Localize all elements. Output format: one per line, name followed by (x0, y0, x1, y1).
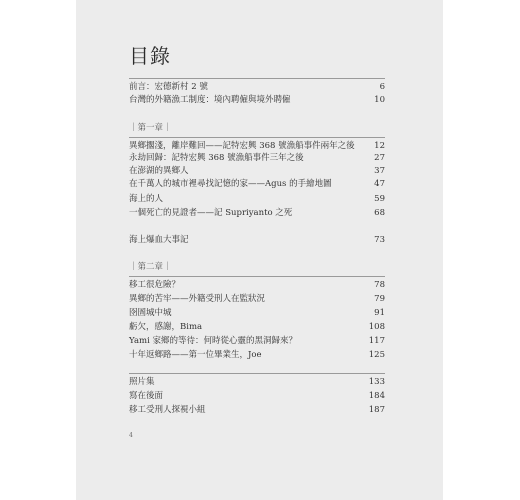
toc-entry-title: 異鄉的苦牢——外籍受刑人在監狀況 (129, 294, 266, 304)
toc-entry-page: 187 (368, 405, 385, 415)
toc-entry-page: 117 (368, 336, 385, 346)
toc-entry-title: 台灣的外籍漁工制度：境內聘僱與境外聘僱 (129, 95, 291, 105)
toc-entry-page: 78 (374, 280, 385, 290)
toc-entry (129, 165, 385, 178)
toc-entry-title: 十年返鄉路——第一位畢業生，Joe (129, 350, 262, 360)
toc-entry-page: 108 (368, 322, 385, 332)
toc-entry (129, 321, 385, 334)
toc-entry-title: 一個死亡的見證者——記 Supriyanto 之死 (129, 208, 293, 218)
toc-entry (129, 81, 385, 94)
toc-entry-page: 27 (374, 153, 385, 163)
toc-entry-page: 6 (379, 82, 385, 92)
toc-entry-title: 海上的人 (129, 194, 164, 204)
chapter-heading-2: ｜第二章｜ (129, 262, 172, 272)
toc-entry-title: 囹圄城中城 (129, 308, 172, 318)
toc-entry-title: 照片集 (129, 377, 155, 387)
toc-entry-title: 在澎湖的異鄉人 (129, 166, 189, 176)
toc-entry (129, 94, 385, 107)
divider (129, 373, 385, 374)
toc-entry-title: 在千萬人的城市裡尋找記憶的家——Agus 的手繪地圖 (129, 179, 332, 189)
toc-entry-page: 68 (374, 208, 385, 218)
toc-entry (129, 390, 385, 403)
divider (129, 137, 385, 138)
toc-entry-page: 125 (368, 350, 385, 360)
toc-entry-title: 前言：宏德新村 2 號 (129, 82, 208, 92)
toc-entry-page: 37 (374, 166, 385, 176)
toc-entry-page: 133 (368, 377, 385, 387)
toc-entry (129, 376, 385, 389)
toc-entry (129, 279, 385, 292)
toc-entry (129, 152, 385, 165)
toc-entry (129, 404, 385, 417)
toc-entry-page: 184 (368, 391, 385, 401)
toc-entry-title: Yami 家鄉的等待：何時從心靈的黑洞歸來？ (129, 336, 298, 346)
toc-entry-title: 寫在後面 (129, 391, 164, 401)
toc-entry (129, 293, 385, 306)
toc-entry-page: 47 (374, 179, 385, 189)
page-title: 目錄 (129, 44, 171, 68)
toc-entry-page: 73 (374, 235, 385, 245)
chapter-heading-1: ｜第一章｜ (129, 123, 172, 133)
toc-entry-title: 海上爆血大事記 (129, 235, 189, 245)
toc-entry-page: 12 (374, 141, 385, 151)
toc-entry-page: 59 (374, 194, 385, 204)
divider (129, 78, 385, 79)
toc-entry-page: 10 (374, 95, 385, 105)
toc-entry-title: 異鄉擱淺，離岸難回——記特宏興 368 號漁船事件兩年之後 (129, 141, 355, 151)
divider (129, 276, 385, 277)
toc-entry (129, 349, 385, 362)
toc-entry-title: 永劫回歸：記特宏興 368 號漁船事件三年之後 (129, 153, 304, 163)
toc-entry-title: 移工受刑人探視小組 (129, 405, 206, 415)
toc-entry (129, 207, 385, 220)
toc-entry (129, 193, 385, 206)
toc-entry-title: 虧欠，感謝，Bima (129, 322, 203, 332)
page-number: 4 (129, 432, 133, 439)
toc-entry (129, 335, 385, 348)
toc-entry-title: 移工很危險？ (129, 280, 181, 290)
toc-entry-page: 79 (374, 294, 385, 304)
toc-entry (129, 307, 385, 320)
toc-entry (129, 178, 385, 191)
toc-entry-page: 91 (374, 308, 385, 318)
toc-entry (129, 234, 385, 247)
book-page (76, 0, 443, 500)
